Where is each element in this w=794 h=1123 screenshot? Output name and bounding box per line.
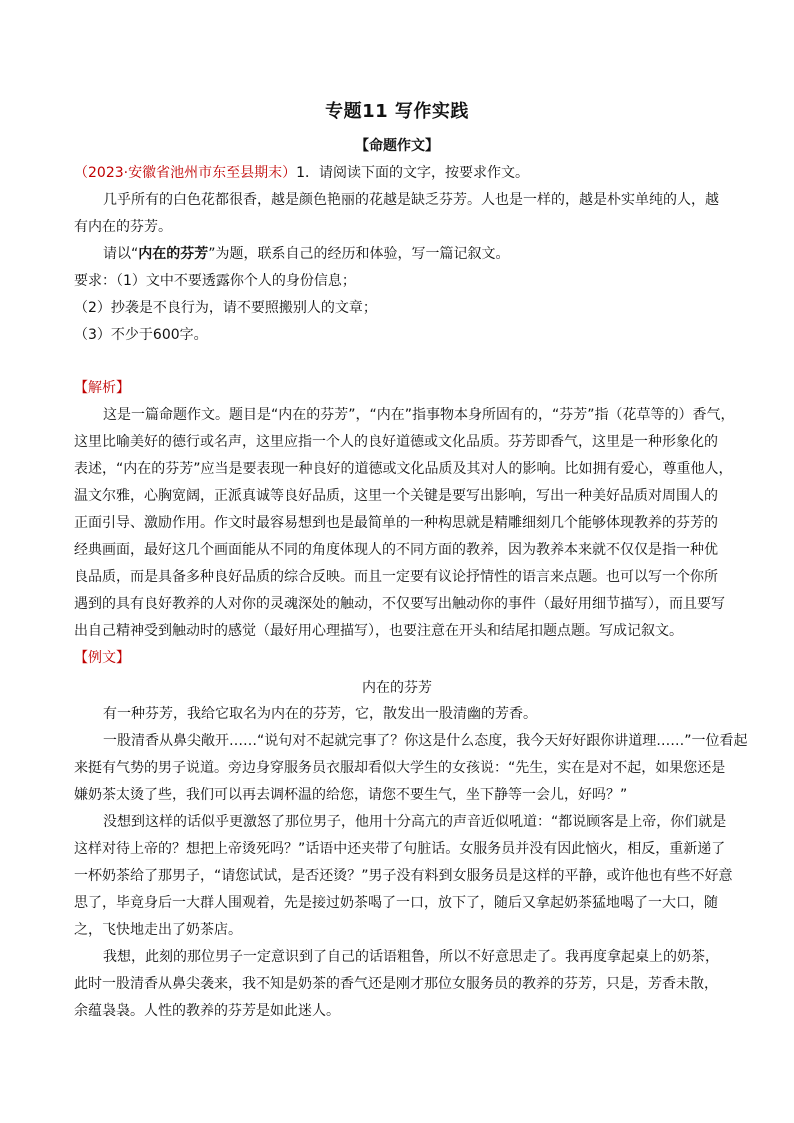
essay-line: 余蕴袅袅。人性的教养的芬芳是如此迷人。 — [74, 1003, 340, 1019]
page-title: 专题11 写作实践 — [325, 101, 469, 122]
task-suffix: ”为题，联系自己的经历和体验，写一篇记叙文。 — [208, 246, 510, 262]
task-title: 内在的芬芳 — [138, 246, 209, 262]
section-subtitle: 【命题作文】 — [355, 138, 439, 154]
prompt-line: 几乎所有的白色花都很香，越是颜色艳丽的花越是缺乏芬芳。人也是一样的，越是朴实单纯的人，越 — [103, 192, 719, 208]
question-source: （2023·安徽省池州市东至县期末） — [74, 165, 297, 181]
prompt-line: 有内在的芬芳。 — [74, 219, 172, 235]
essay-line: 嫌奶茶太烫了些，我们可以再去调杯温的给您，请您不要生气，坐下静等一会儿，好吗？” — [74, 787, 628, 803]
example-label: 【例文】 — [74, 650, 130, 666]
analysis-line: 出自己精神受到触动时的感觉（最好用心理描写），也要注意在开头和结尾扣题点题。写成记叙文。 — [74, 623, 683, 639]
analysis-line: 良品质，而是具备多种良好品质的综合反映。而且一定要有议论抒情性的语言来点题。也可以写一个你所 — [74, 569, 718, 585]
essay-line: 此时一股清香从鼻尖袭来，我不知是奶茶的香气还是刚才那位女服务员的教养的芬芳，只是，芳香未散， — [74, 976, 718, 992]
essay-line: 一股清香从鼻尖敞开……“说句对不起就完事了？你这是什么态度，我今天好好跟你讲道理……”一位看起 — [103, 733, 748, 749]
essay-line: 来挺有气势的男子说道。旁边身穿服务员衣服却看似大学生的女孩说：“先生，实在是对不起，如果您还是 — [74, 760, 726, 776]
essay-line: 有一种芬芳，我给它取名为内在的芬芳，它，散发出一股清幽的芳香。 — [103, 706, 537, 722]
essay-line: 之，飞快地走出了奶茶店。 — [74, 922, 242, 938]
analysis-line: 遇到的具有良好教养的人对你的灵魂深处的触动，不仅要写出触动你的事件（最好用细节描写），而且要写 — [74, 596, 725, 612]
analysis-label: 【解析】 — [74, 380, 130, 396]
analysis-line: 表述，“内在的芬芳”应当是要表现一种良好的道德或文化品质及其对人的影响。比如拥有爱心，尊重他人， — [74, 461, 733, 477]
analysis-line: 正面引导、激励作用。作文时最容易想到也是最简单的一种构思就是精雕细刻几个能够体现教养的芬芳的 — [74, 515, 718, 531]
task-line — [103, 244, 724, 264]
essay-line: 没想到这样的话似乎更激怒了那位男子，他用十分高亢的声音近似吼道：“都说顾客是上帝，你们就是 — [103, 814, 727, 830]
essay-line: 这样对待上帝的？想把上帝烫死吗？”话语中还夹带了句脏话。女服务员并没有因此恼火，相反，重新递了 — [74, 841, 726, 857]
requirement-line: （2）抄袭是不良行为，请不要照搬别人的文章； — [74, 300, 377, 316]
analysis-line: 这是一篇命题作文。题目是“内在的芬芳”，“内在”指事物本身所固有的，“芬芳”指（花草等的）香气， — [103, 407, 735, 423]
task-prefix: 请以“ — [103, 246, 139, 262]
question-header — [74, 163, 724, 183]
analysis-line: 温文尔雅，心胸宽阔，正派真诚等良好品质，这里一个关键是要写出影响，写出一种美好品质对周围人的 — [74, 488, 718, 504]
analysis-line: 经典画面，最好这几个画面能从不同的角度体现人的不同方面的教养，因为教养本来就不仅仅是指一种优 — [74, 542, 718, 558]
question-instruction: 1．请阅读下面的文字，按要求作文。 — [296, 165, 529, 181]
essay-title: 内在的芬芳 — [362, 680, 432, 696]
essay-line: 我想，此刻的那位男子一定意识到了自己的话语粗鲁，所以不好意思走了。我再度拿起桌上的奶茶， — [103, 949, 719, 965]
essay-line: 一杯奶茶给了那男子，“请您试试，是否还烫？”男子没有料到女服务员是这样的平静，或许他也有些不好意 — [74, 868, 733, 884]
requirement-line: 要求：（1）文中不要透露你个人的身份信息； — [74, 273, 356, 289]
requirement-line: （3）不少于600字。 — [74, 327, 208, 343]
essay-line: 思了，毕竟身后一大群人围观着，先是接过奶茶喝了一口，放下了，随后又拿起奶茶猛地喝了一大口，随 — [74, 895, 718, 911]
analysis-line: 这里比喻美好的德行或名声，这里应指一个人的良好道德或文化品质。芬芳即香气，这里是一种形象化的 — [74, 434, 718, 450]
